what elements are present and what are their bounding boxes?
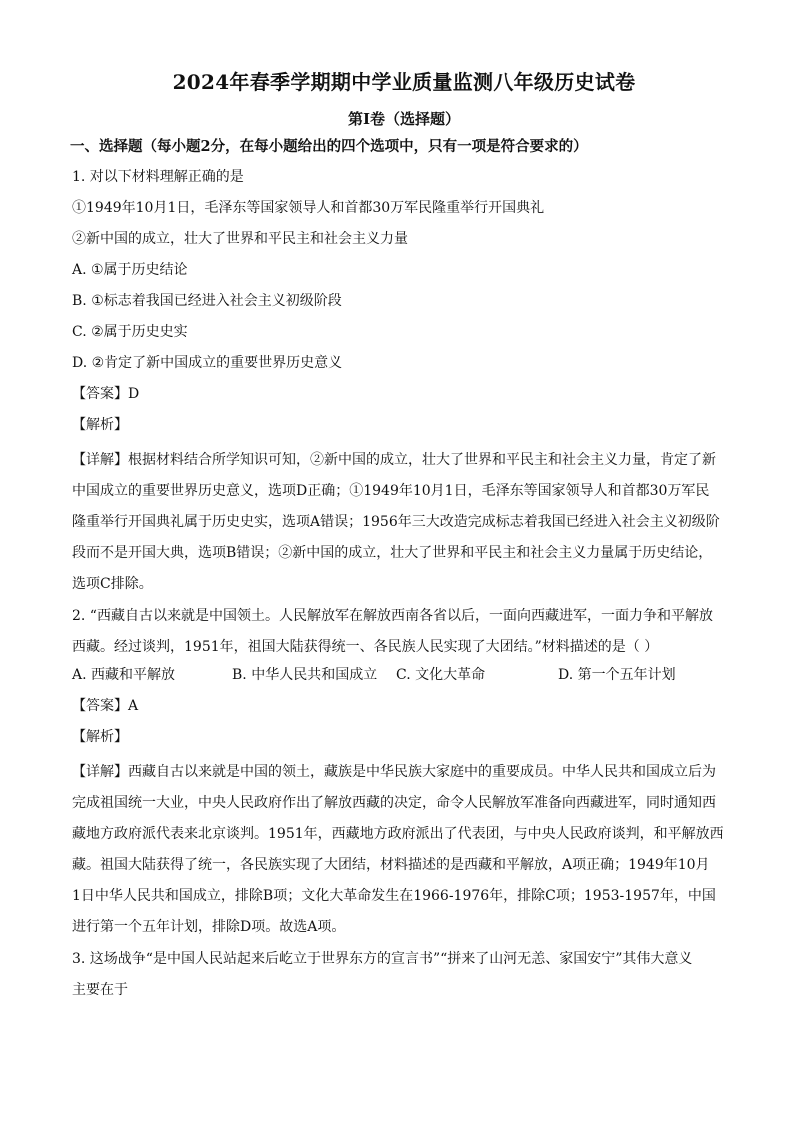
q2-detail-line: 藏地方政府派代表来北京谈判。1951年，西藏地方政府派出了代表团，与中央人民政府谈判，和平解放西 [72,826,724,842]
q1-answer: 【答案】D [72,386,140,402]
q1-material-1: ①1949年10月1日，毛泽东等国家领导人和首都30万军民隆重举行开国典礼 [72,200,545,216]
question-2 [72,601,736,943]
question-1 [72,166,736,600]
q1-detail-line: 隆重举行开国典礼属于历史史实，选项A错误；1956年三大改造完成标志着我国已经进入社会主义初级阶 [72,514,720,530]
q1-detail-line: 选项C排除。 [72,576,153,592]
q1-option-b: B. ①标志着我国已经进入社会主义初级阶段 [72,293,342,309]
q3-stem [72,944,736,1006]
q1-option-a: A. ①属于历史结论 [72,262,188,278]
q1-option-c: C. ②属于历史史实 [72,324,188,340]
q2-detail-line: 藏。祖国大陆获得了统一，各民族实现了大团结，材料描述的是西藏和平解放，A项正确；1949年10月 [72,857,710,873]
q2-answer: 【答案】A [72,698,139,714]
exam-title: 2024年春季学期期中学业质量监测八年级历史试卷 [172,70,636,94]
q2-option-b: B. 中华人民共和国成立 [232,667,378,683]
q3-stem-line: 主要在于 [72,982,128,998]
q1-detail [72,445,736,600]
q2-stem-line: 西藏。经过谈判，1951年，祖国大陆获得统一、各民族人民实现了大团结。”材料描述的是（ ） [72,639,659,655]
q1-option-d: D. ②肯定了新中国成立的重要世界历史意义 [72,355,343,371]
q2-option-c: C. 文化大革命 [396,667,486,683]
q2-detail-line: 1日中华人民共和国成立，排除B项；文化大革命发生在1966-1976年，排除C项；1953-1957年，中国 [72,888,716,904]
q2-detail-line: 进行第一个五年计划，排除D项。故选A项。 [72,919,346,935]
q2-stem-line: 2. “西藏自古以来就是中国领土。人民解放军在解放西南各省以后，一面向西藏进军，一面力争和平解放 [72,608,713,624]
q1-analysis-tag: 【解析】 [72,417,128,433]
q1-detail-line: 【详解】根据材料结合所学知识可知，②新中国的成立，壮大了世界和平民主和社会主义力量，肯定了新 [72,452,716,468]
q2-option-a: A. 西藏和平解放 [72,667,176,683]
section-heading: 一、选择题（每小题2分，在每小题给出的四个选项中，只有一项是符合要求的） [70,138,588,155]
q2-detail [72,757,736,943]
q1-detail-line: 段而不是开国大典，选项B错误；②新中国的成立，壮大了世界和平民主和社会主义力量属于历史结论， [72,545,713,561]
q1-detail-line: 中国成立的重要世界历史意义，选项D正确；①1949年10月1日，毛泽东等国家领导人和首都30万军民 [72,483,710,499]
q1-material-2: ②新中国的成立，壮大了世界和平民主和社会主义力量 [72,231,408,247]
q2-stem [72,601,736,663]
q2-analysis-tag: 【解析】 [72,729,128,745]
q1-stem: 1. 对以下材料理解正确的是 [72,169,244,185]
q3-stem-line: 3. 这场战争“是中国人民站起来后屹立于世界东方的宣言书”“拼来了山河无恙、家国安宁”其伟大意义 [72,951,693,967]
q2-detail-line: 完成祖国统一大业，中央人民政府作出了解放西藏的决定，命令人民解放军准备向西藏进军，同时通知西 [72,795,716,811]
question-3 [72,944,736,1006]
q2-detail-line: 【详解】西藏自古以来就是中国的领土，藏族是中华民族大家庭中的重要成员。中华人民共和国成立后为 [72,764,716,780]
q2-option-d: D. 第一个五年计划 [558,667,676,683]
q2-options [72,664,736,686]
volume-subtitle: 第Ⅰ卷（选择题） [347,110,461,128]
